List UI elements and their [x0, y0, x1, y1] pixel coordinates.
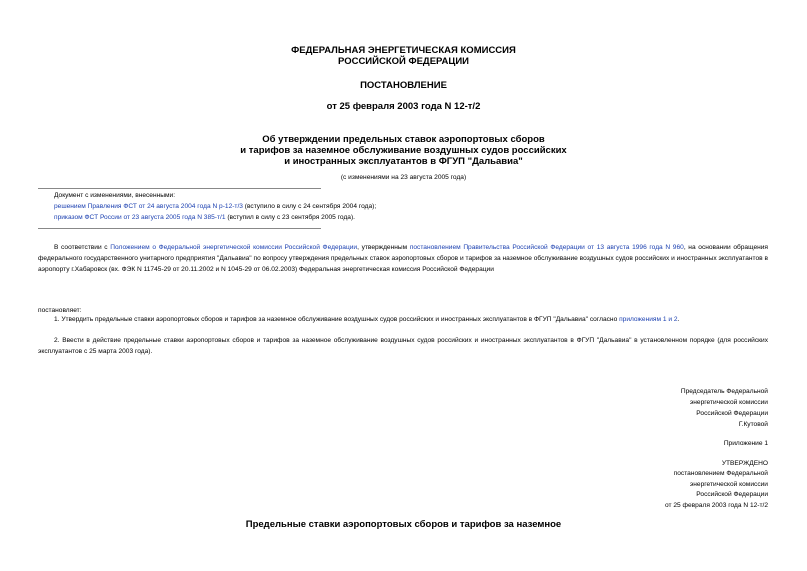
resolves-item-1 — [38, 314, 768, 325]
changes-bottom-rule — [38, 228, 321, 229]
agency-name-line2: РОССИЙСКОЙ ФЕДЕРАЦИИ — [337, 56, 469, 67]
approved-line1: постановлением Федеральной — [673, 470, 768, 477]
change-item-2-tail: (вступил в силу с 23 сентября 2005 года). — [225, 214, 355, 221]
signature-line2: энергетической комиссии — [689, 399, 768, 406]
agency-name-line1: ФЕДЕРАЛЬНАЯ ЭНЕРГЕТИЧЕСКАЯ КОМИССИЯ — [291, 45, 516, 56]
appendices-link[interactable]: приложениям 1 и 2 — [619, 316, 678, 323]
preamble-link-government-decree[interactable]: постановлением Правительства Российской Федерации от 13 августа 1996 года N 960 — [409, 244, 684, 251]
appendix-label: Приложение 1 — [723, 440, 768, 447]
approved-line4: от 25 февраля 2003 года N 12-т/2 — [665, 502, 768, 509]
preamble-text-3: , на основании обращения федерального государственного унитарного предприятия "Дальавиа" по вопросу утверждения предельных ставок аэропортовых сборов и тарифов за наземное обслуживание воздушных судов российских и иностранных эксплуатантов в аэропорту г.Хабаровск (вх. ФЭК N 11745-29 от 20.11.2002 и N 1045-29 от 06.02.2003) Федеральная энергетическая комиссия Российской Федерации — [38, 244, 769, 273]
document-title-line3: и иностранных эксплуатантов в ФГУП "Дальавиа" — [284, 156, 523, 167]
document-title-line1: Об утверждении предельных ставок аэропортовых сборов — [262, 134, 545, 145]
preamble-paragraph — [38, 242, 768, 275]
preamble-link-regulation[interactable]: Положением о Федеральной энергетической комиссии Российской Федерации — [110, 244, 358, 251]
change-item-1-tail: (вступило в силу с 24 сентября 2004 года); — [242, 203, 377, 210]
resolves-item-2: 2. Ввести в действие предельные ставки аэропортовых сборов и тарифов за наземное обслуживание воздушных судов российских и иностранных эксплуатантов в ФГУП "Дальавиа" в установленном порядке (для российских эксплуатантов с 25 марта 2003 года). — [38, 337, 768, 355]
approved-line3: Российской Федерации — [696, 491, 768, 498]
change-link-fst-2004[interactable]: решением Правления ФСТ от 24 августа 2004 года N р-12-т/3 — [54, 203, 243, 210]
resolves-label: постановляет: — [38, 307, 82, 314]
preamble-text-1: В соответствии с — [54, 244, 111, 251]
document-date-number: от 25 февраля 2003 года N 12-т/2 — [326, 101, 481, 112]
signature-line3: Российской Федерации — [696, 410, 768, 417]
document-title-line2: и тарифов за наземное обслуживание воздушных судов российских — [240, 145, 567, 156]
signatory-name: Г.Кутовой — [738, 421, 768, 428]
document-type: ПОСТАНОВЛЕНИЕ — [360, 80, 447, 91]
amended-note: (с изменениями на 23 августа 2005 года) — [340, 174, 467, 181]
appendix-heading: Предельные ставки аэропортовых сборов и тарифов за наземное — [245, 519, 562, 530]
signature-line1: Председатель Федеральной — [680, 388, 768, 395]
approved-line2: энергетической комиссии — [689, 481, 768, 488]
approved-label: УТВЕРЖДЕНО — [721, 460, 768, 467]
changes-top-rule — [38, 188, 321, 189]
change-item-2 — [54, 212, 355, 223]
change-link-fst-2005[interactable]: приказом ФСТ России от 23 августа 2005 года N 385-т/1 — [54, 214, 226, 221]
resolves-item-1-end: . — [677, 316, 680, 323]
changes-intro: Документ с изменениями, внесенными: — [54, 192, 176, 199]
preamble-text-2: , утвержденным — [357, 244, 410, 251]
change-item-1 — [54, 201, 376, 212]
resolves-item-1-text: 1. Утвердить предельные ставки аэропортовых сборов и тарифов за наземное обслуживание воздушных судов российских и иностранных эксплуатантов в ФГУП "Дальавиа" согласно — [54, 316, 620, 323]
